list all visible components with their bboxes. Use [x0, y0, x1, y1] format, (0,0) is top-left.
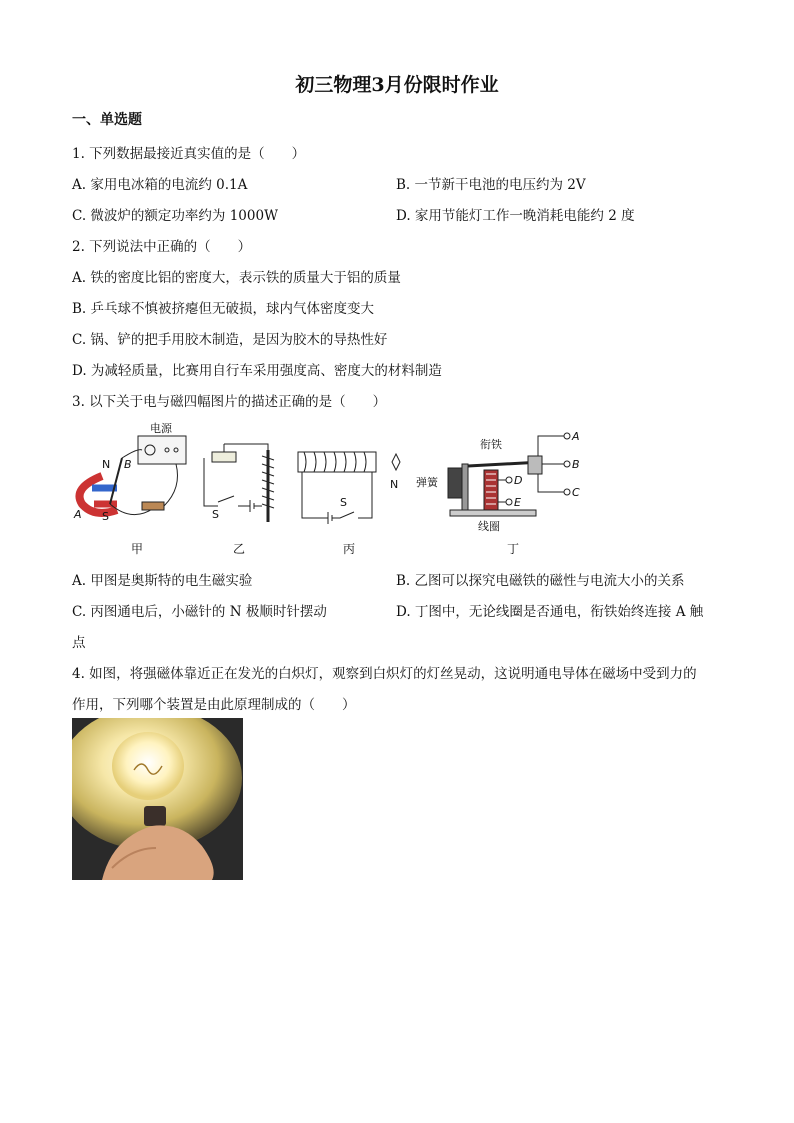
label-s-yi: S — [212, 508, 219, 521]
fig-label-bing: 丙 — [343, 542, 356, 556]
q1-option-b: B. 一节新干电池的电压约为 2V — [396, 177, 586, 193]
label-b-ding: B — [572, 458, 580, 471]
q3-stem: 3. 以下关于电与磁四幅图片的描述正确的是（ ） — [72, 394, 387, 410]
fig-label-yi: 乙 — [233, 542, 246, 556]
q3-option-a: A. 甲图是奥斯特的电生磁实验 — [72, 573, 253, 589]
q1-option-d: D. 家用节能灯工作一晚消耗电能约 2 度 — [396, 208, 635, 224]
q1-stem: 1. 下列数据最接近真实值的是（ ） — [72, 146, 306, 162]
figure-jia — [73, 421, 186, 523]
figure-yi — [204, 444, 274, 522]
q3-option-d-continued: 点 — [72, 635, 86, 651]
label-d-ding: D — [514, 474, 523, 487]
figure-bing — [298, 452, 400, 524]
q3-option-d: D. 丁图中，无论线圈是否通电，衔铁始终连接 A 触 — [396, 604, 704, 620]
label-a-jia: A — [74, 508, 82, 521]
label-n-bing: N — [390, 478, 399, 491]
label-coil: 线圈 — [478, 520, 500, 533]
label-s-bing: S — [340, 496, 347, 509]
figure-ding — [416, 430, 580, 533]
label-armature: 衔铁 — [480, 438, 502, 451]
label-s-jia: S — [102, 510, 109, 523]
label-b-jia: B — [124, 458, 132, 471]
label-power: 电源 — [150, 422, 172, 435]
q3-figures — [72, 418, 732, 558]
q2-option-a: A. 铁的密度比铝的密度大，表示铁的质量大于铝的质量 — [72, 270, 401, 286]
q2-option-d: D. 为减轻质量，比赛用自行车采用强度高、密度大的材料制造 — [72, 363, 442, 379]
section-heading: 一、单选题 — [72, 112, 142, 128]
fig-label-jia: 甲 — [131, 542, 144, 556]
q3-option-b: B. 乙图可以探究电磁铁的磁性与电流大小的关系 — [396, 573, 685, 589]
q1-option-c: C. 微波炉的额定功率约为 1000W — [72, 208, 278, 224]
q3-option-c: C. 丙图通电后，小磁针的 N 极顺时针摆动 — [72, 604, 327, 620]
label-a-ding: A — [572, 430, 580, 443]
q2-option-b: B. 乒乓球不慎被挤瘪但无破损，球内气体密度变大 — [72, 301, 375, 317]
label-c-ding: C — [572, 486, 580, 499]
q2-stem: 2. 下列说法中正确的（ ） — [72, 239, 252, 255]
q2-option-c: C. 锅、铲的把手用胶木制造，是因为胶木的导热性好 — [72, 332, 388, 348]
q1-option-a: A. 家用电冰箱的电流约 0.1A — [72, 177, 248, 193]
q4-stem-line2: 作用，下列哪个装置是由此原理制成的（ ） — [72, 697, 356, 713]
page-title: 初三物理3月份限时作业 — [295, 74, 499, 96]
fig-label-ding: 丁 — [507, 542, 520, 556]
label-spring: 弹簧 — [416, 476, 438, 489]
q4-stem-line1: 4. 如图，将强磁体靠近正在发光的白炽灯，观察到白炽灯的灯丝晃动，这说明通电导体在磁场中受到力的 — [72, 666, 697, 682]
label-e-ding: E — [514, 496, 521, 509]
label-n-jia: N — [102, 458, 111, 471]
q4-lightbulb-photo — [72, 718, 243, 880]
